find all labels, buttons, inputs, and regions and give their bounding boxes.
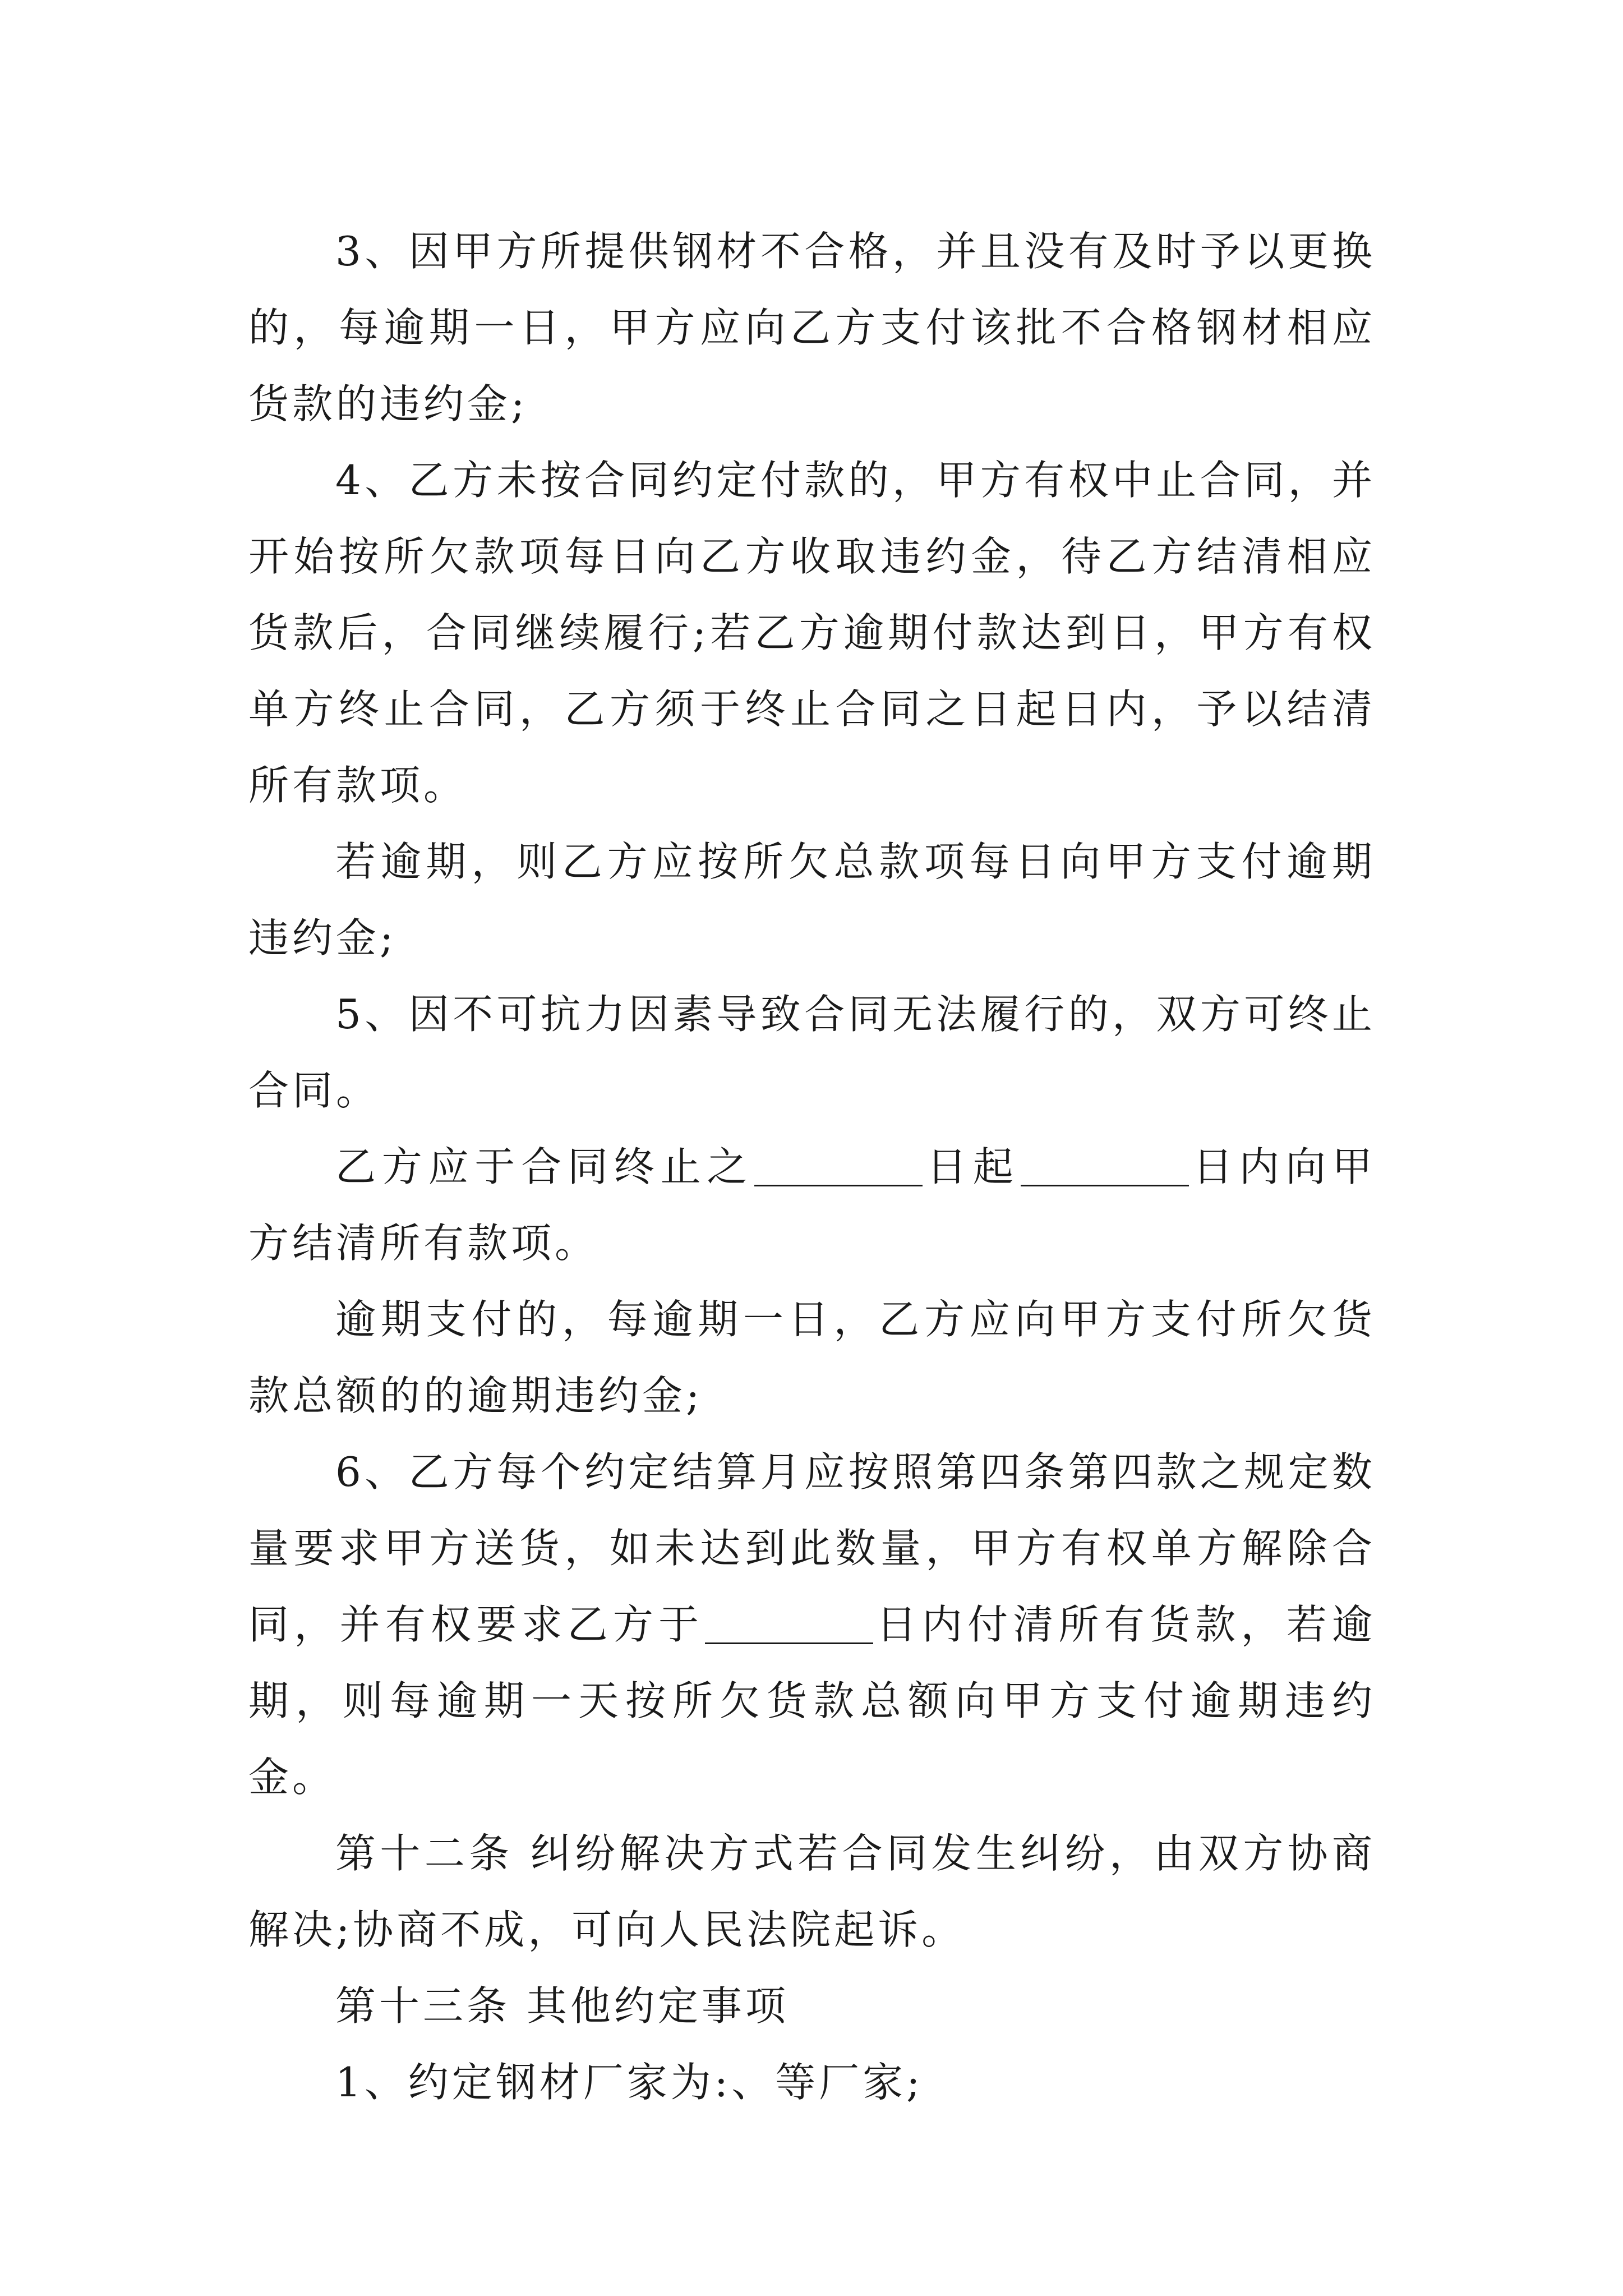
paragraph-overdue-penalty: 若逾期，则乙方应按所欠总款项每日向甲方支付逾期违约金; [248, 838, 1376, 961]
document-body [248, 213, 1376, 2120]
blank-fill-line [705, 1602, 873, 1644]
text-segment: 乙方应于合同终止之 [335, 1143, 754, 1190]
paragraph-clause-3: 3、因甲方所提供钢材不合格，并且没有及时予以更换的，每逾期一日，甲方应向乙方支付该批不合格钢材相应货款的违约金; [248, 228, 1376, 427]
blank-fill-line [1021, 1144, 1189, 1186]
paragraph-settlement-deadline [248, 1129, 1376, 1281]
text-segment: 日内向甲方结清所有款项。 [248, 1143, 1376, 1267]
paragraph-late-payment: 逾期支付的，每逾期一日，乙方应向甲方支付所欠货款总额的的逾期违约金; [248, 1296, 1376, 1419]
paragraph-article-12: 第十二条 纠纷解决方式若合同发生纠纷，由双方协商解决;协商不成，可向人民法院起诉。 [248, 1830, 1376, 1953]
paragraph-article-13-item-1: 1、约定钢材厂家为:、等厂家; [335, 2059, 924, 2106]
blank-fill-line [754, 1144, 923, 1186]
paragraph-clause-5: 5、因不可抗力因素导致合同无法履行的，双方可终止合同。 [248, 991, 1376, 1114]
paragraph-clause-6 [248, 1434, 1376, 1815]
text-segment: 日内付清所有货款，若逾期，则每逾期一天按所欠货款总额向甲方支付逾期违约金。 [248, 1601, 1376, 1801]
text-segment: 日起 [924, 1143, 1020, 1190]
paragraph-article-13-heading: 第十三条 其他约定事项 [335, 1982, 789, 2030]
paragraph-clause-4: 4、乙方未按合同约定付款的，甲方有权中止合同，并开始按所欠款项每日向乙方收取违约金，待乙方结清相应货款后，合同继续履行;若乙方逾期付款达到日，甲方有权单方终止合同，乙方须于终止合同之日起日内，予以结清所有款项。 [248, 457, 1376, 809]
text-segment: 6、乙方每个约定结算月应按照第四条第四款之规定数量要求甲方送货，如未达到此数量，甲方有权单方解除合同，并有权要求乙方于 [248, 1448, 1376, 1648]
